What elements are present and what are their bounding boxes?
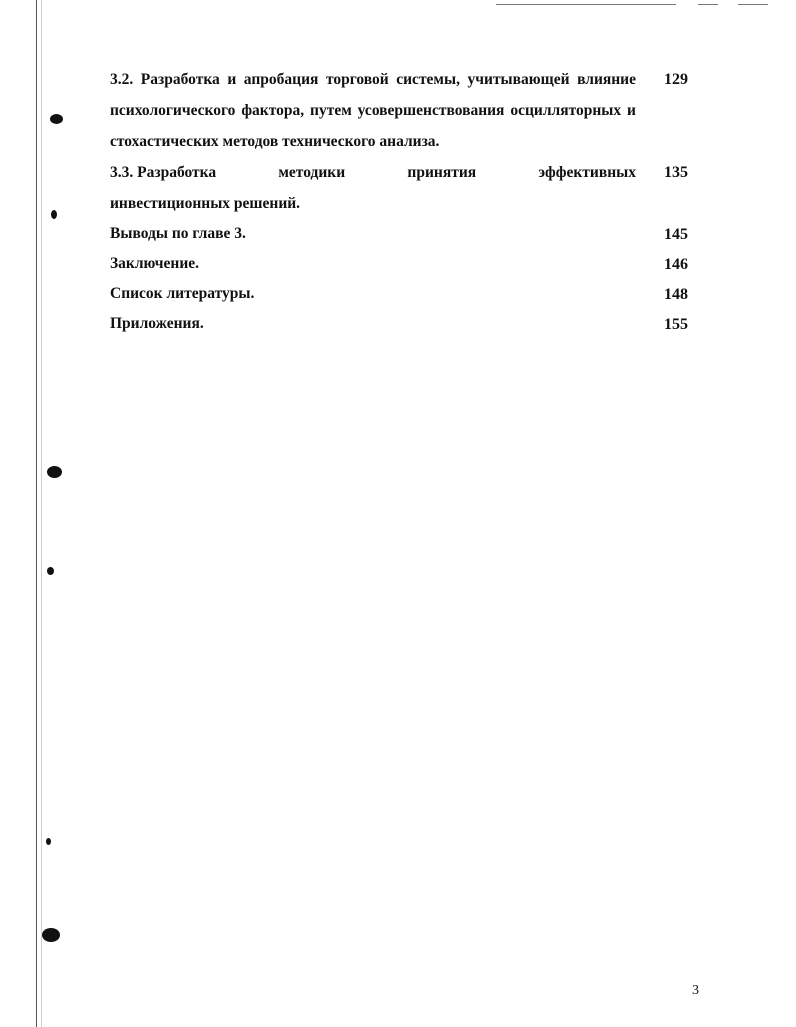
punch-hole-mark	[46, 838, 51, 845]
toc-entry-page: 146	[664, 256, 688, 273]
toc-entry-page: 148	[664, 286, 688, 303]
toc-entry	[110, 279, 690, 309]
toc-entry-title: Заключение.	[110, 255, 200, 272]
toc-entry	[110, 309, 690, 339]
toc-entry	[110, 157, 690, 219]
toc-word: 3.3. Разработка	[110, 164, 217, 181]
toc-word: эффективных	[538, 164, 636, 181]
page-number: 3	[692, 983, 699, 998]
toc-entry-title: Приложения.	[110, 315, 204, 332]
table-of-contents	[110, 64, 690, 339]
toc-entry-title: 3.2. Разработка и апробация торговой системы, учитывающей влияние психологического фактора, путем усовершенствования осцилляторных и стохастических методов технического анализа.	[110, 71, 636, 150]
toc-entry-page: 129	[664, 71, 688, 88]
punch-hole-mark	[50, 114, 63, 124]
toc-entry	[110, 64, 690, 157]
toc-word: методики	[278, 164, 346, 181]
toc-entry-title-continuation: инвестиционных решений.	[110, 195, 301, 212]
top-scan-line	[738, 4, 768, 5]
toc-entry-page: 145	[664, 226, 688, 243]
punch-hole-mark	[51, 210, 57, 219]
toc-entry-page: 155	[664, 316, 688, 333]
punch-hole-mark	[47, 567, 54, 575]
binding-edge-line	[36, 0, 37, 1027]
toc-entry-page: 135	[664, 164, 688, 181]
toc-entry-title: Список литературы.	[110, 285, 255, 302]
toc-entry	[110, 249, 690, 279]
binding-edge-shadow	[41, 0, 42, 1027]
top-scan-line	[698, 4, 718, 5]
punch-hole-mark	[42, 928, 60, 942]
punch-hole-mark	[47, 466, 62, 478]
toc-entry	[110, 219, 690, 249]
top-scan-line	[496, 4, 676, 5]
toc-entry-title-line	[110, 157, 636, 188]
toc-entry-title: Выводы по главе 3.	[110, 225, 246, 242]
toc-word: принятия	[407, 164, 477, 181]
